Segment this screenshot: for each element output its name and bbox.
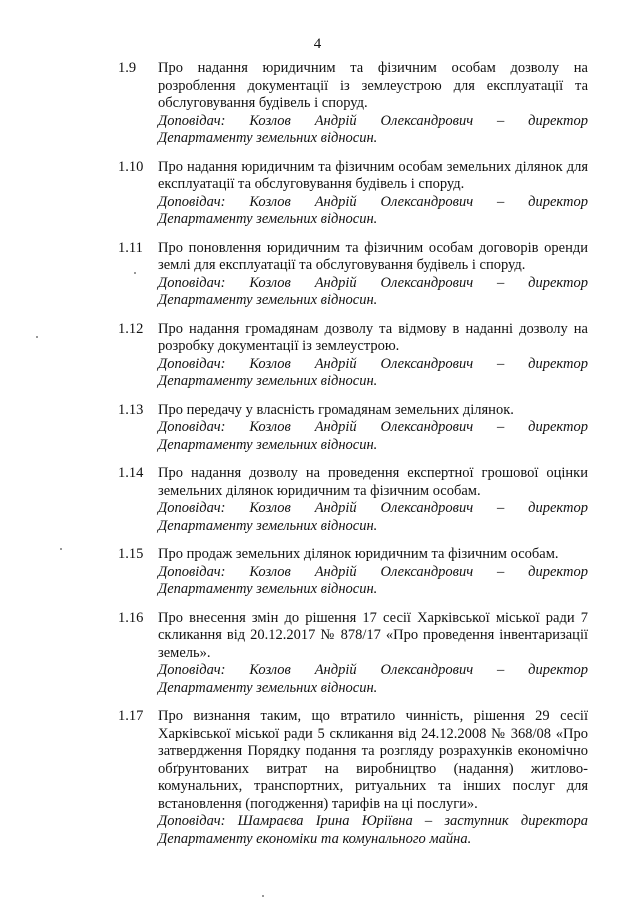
item-subject: Про визнання таким, що втратило чинність, рішення 29 сесії Харківської міської ради 5 скликання від 24.12.2008 № 368/08 «Про затвердження Порядку подання та розгляду розрахунків економічно обґрунтованих витрат на виробництво (надання) житлово-комунальних, транспортних, ритуальних та інших послуг для встановлення (погодження) тарифів на ці послуги». <box>158 708 588 812</box>
item-number: 1.9 <box>118 60 137 76</box>
item-body <box>158 465 588 535</box>
agenda-item <box>118 402 588 455</box>
item-body <box>158 240 588 310</box>
item-subject: Про продаж земельних ділянок юридичним та фізичним особам. <box>158 546 559 562</box>
agenda-item <box>118 60 588 148</box>
item-subject: Про надання громадянам дозволу та відмову в наданні дозволу на розробку документації із землеустрою. <box>158 320 588 354</box>
item-number: 1.17 <box>118 708 144 724</box>
item-reporter-dept: Департаменту земельних відносин. <box>158 292 378 308</box>
item-reporter: Доповідач: Шамраєва Ірина Юріївна – заступник директора <box>158 813 588 829</box>
scan-speck <box>262 895 264 897</box>
item-reporter: Доповідач: Козлов Андрій Олександрович – директор <box>158 500 588 516</box>
item-reporter: Доповідач: Козлов Андрій Олександрович – директор <box>158 662 588 678</box>
item-reporter: Доповідач: Козлов Андрій Олександрович – директор <box>158 419 588 435</box>
item-reporter: Доповідач: Козлов Андрій Олександрович – директор <box>158 112 588 129</box>
item-body <box>158 321 588 391</box>
item-subject: Про внесення змін до рішення 17 сесії Харківської міської ради 7 скликання від 20.12.2017 № 878/17 «Про проведення інвентаризації земель». <box>158 609 588 661</box>
agenda-item <box>118 610 588 698</box>
item-body <box>158 402 588 455</box>
scan-speck <box>36 336 38 338</box>
item-subject: Про надання юридичним та фізичним особам дозволу на розроблення документації із землеустрою для експлуатації та обслуговування будівель і споруд. <box>158 60 588 111</box>
agenda-item <box>118 708 588 848</box>
item-subject: Про надання юридичним та фізичним особам земельних ділянок для експлуатації та обслуговування будівель і споруд. <box>158 158 588 192</box>
agenda-item <box>118 240 588 310</box>
item-reporter: Доповідач: Козлов Андрій Олександрович – директор <box>158 563 588 580</box>
scan-speck <box>134 272 136 274</box>
agenda-item <box>118 546 588 599</box>
agenda-item <box>118 465 588 535</box>
page-number: 4 <box>313 36 322 52</box>
item-reporter: Доповідач: Козлов Андрій Олександрович – директор <box>158 274 588 291</box>
item-number: 1.11 <box>118 239 143 256</box>
item-number: 1.14 <box>118 465 144 481</box>
item-subject: Про надання дозволу на проведення експертної грошової оцінки земельних ділянок юридичним та фізичним особам. <box>158 465 588 499</box>
item-body <box>158 60 588 148</box>
item-body <box>158 546 588 599</box>
item-number: 1.16 <box>118 609 144 626</box>
item-body <box>158 610 588 698</box>
item-number: 1.15 <box>118 546 144 562</box>
agenda-item <box>118 321 588 391</box>
item-reporter-dept: Департаменту земельних відносин. <box>158 373 378 389</box>
item-reporter-dept: Департаменту земельних відносин. <box>158 517 378 534</box>
item-subject: Про передачу у власність громадянам земельних ділянок. <box>158 401 514 418</box>
agenda-item <box>118 159 588 229</box>
item-subject: Про поновлення юридичним та фізичним особам договорів оренди землі для експлуатації та обслуговування будівель і споруд. <box>158 239 588 273</box>
scan-speck <box>60 548 62 550</box>
item-number: 1.12 <box>118 320 144 337</box>
item-reporter-dept: Департаменту земельних відносин. <box>158 436 378 453</box>
item-body <box>158 708 588 848</box>
item-reporter-dept: Департаменту земельних відносин. <box>158 211 378 227</box>
item-reporter: Доповідач: Козлов Андрій Олександрович – директор <box>158 193 588 210</box>
item-body <box>158 159 588 229</box>
item-reporter: Доповідач: Козлов Андрій Олександрович – директор <box>158 355 588 372</box>
item-number: 1.13 <box>118 401 144 418</box>
item-number: 1.10 <box>118 158 144 175</box>
item-reporter-dept: Департаменту земельних відносин. <box>158 130 378 146</box>
item-reporter-dept: Департаменту економіки та комунального майна. <box>158 830 472 847</box>
agenda-list <box>118 60 588 859</box>
item-reporter-dept: Департаменту земельних відносин. <box>158 581 378 597</box>
item-reporter-dept: Департаменту земельних відносин. <box>158 679 378 696</box>
